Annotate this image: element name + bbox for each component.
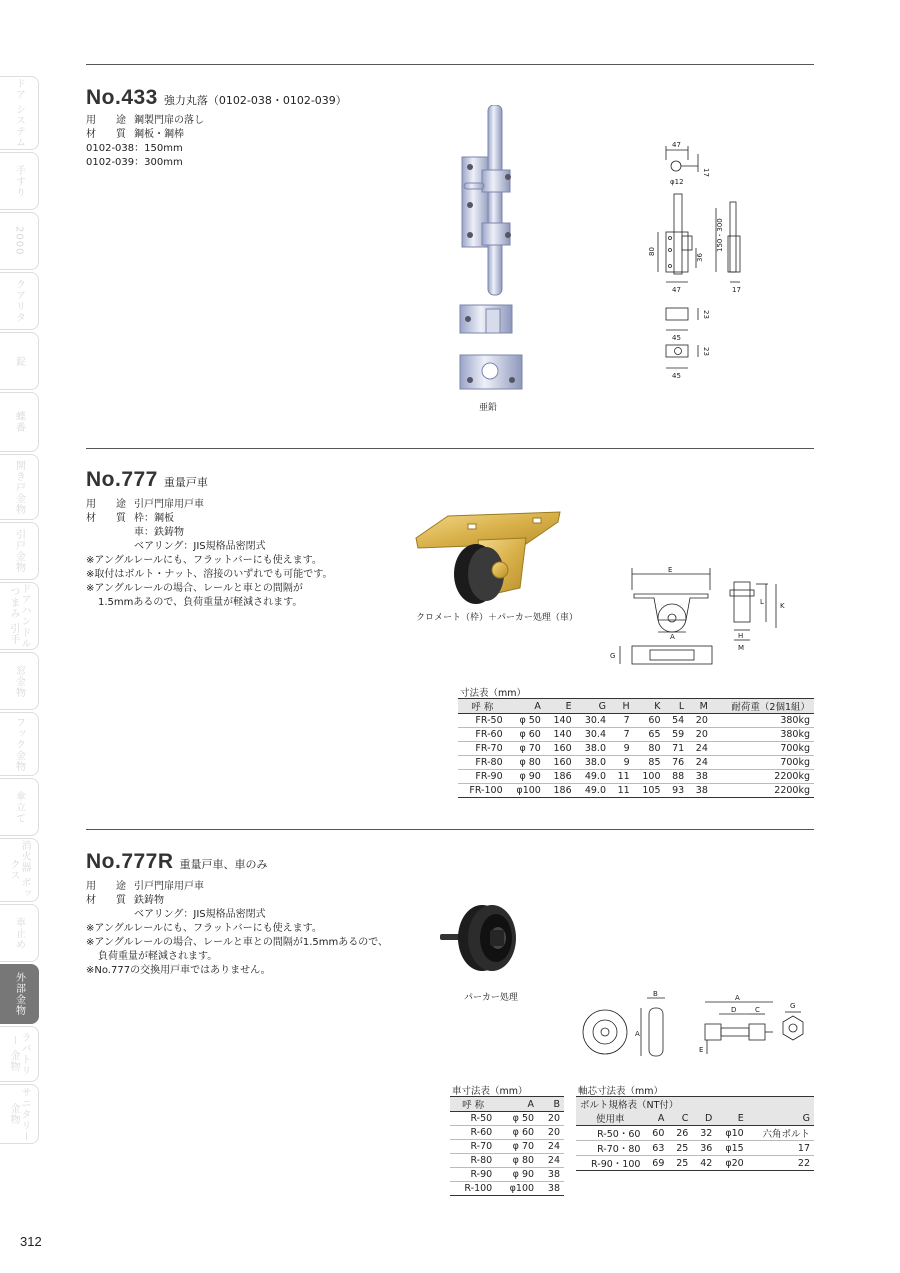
column-header: G [576, 699, 610, 714]
spec-line: 0102-039：300mm [86, 157, 183, 168]
product-heading-777 [86, 468, 208, 492]
table-cell: 38 [688, 770, 712, 784]
page-number: 312 [20, 1234, 42, 1249]
table-cell: 7 [610, 714, 634, 728]
product-heading-777r [86, 850, 268, 874]
table-cell: 186 [545, 770, 576, 784]
table-cell: 105 [634, 784, 665, 798]
spec-value: 引戸門扉用戸車 [134, 881, 204, 892]
wheel-dimension-table [450, 1096, 564, 1196]
side-tab: ドアハンドル つまみ 引手 [0, 582, 39, 650]
table-cell: R-80 [450, 1154, 496, 1168]
side-tab: 傘立て [0, 778, 39, 836]
table-cell: 80 [634, 742, 665, 756]
side-tab: フック金物 [0, 712, 39, 776]
table-row [450, 1154, 564, 1168]
dim-label: L [760, 598, 764, 606]
spec-note: ※アングルレールの場合、レールと車との間隔が1.5mmあるので、 [86, 937, 389, 948]
dim-label: K [780, 602, 785, 610]
table-cell: 24 [688, 756, 712, 770]
table-cell: φ100 [496, 1182, 538, 1196]
side-tab: ドア システム [0, 76, 39, 150]
product-number: No.433 [86, 86, 158, 109]
product-heading-433 [86, 86, 347, 110]
table-cell: 30.4 [576, 714, 610, 728]
column-header: B [538, 1097, 564, 1112]
technical-drawing-777r [575, 990, 815, 1070]
table-cell: R-100 [450, 1182, 496, 1196]
side-tab: 錠 [0, 332, 39, 390]
table-title: 寸法表（mm） [460, 688, 527, 699]
column-header: M [688, 699, 712, 714]
dim-label: 23 [702, 310, 710, 319]
spec-value: 鋼製門扉の落し [134, 115, 204, 126]
product-number: No.777R [86, 850, 174, 873]
table-row [450, 1140, 564, 1154]
table-row [450, 1112, 564, 1126]
spec-value: 鋼板・鋼棒 [134, 129, 184, 140]
table-cell: 76 [665, 756, 689, 770]
spec-key: 材 質 [86, 129, 126, 140]
column-header: A [644, 1111, 668, 1126]
table-cell: R-70・80 [576, 1141, 644, 1156]
side-tab: 外部金物 [0, 964, 39, 1024]
table-row [458, 784, 814, 798]
table-row [576, 1126, 814, 1141]
table-cell: FR-100 [458, 784, 507, 798]
spec-key: 材 質 [86, 895, 126, 906]
side-tab: 消火器 ボックス [0, 838, 39, 902]
spec-key: 用 途 [86, 881, 126, 892]
table-cell: 140 [545, 714, 576, 728]
spec-line: 0102-038：150mm [86, 143, 183, 154]
dim-label: G [790, 1002, 796, 1010]
table-cell: φ 60 [507, 728, 545, 742]
table-cell: 36 [692, 1141, 716, 1156]
dim-label: G [610, 652, 616, 660]
table-cell: R-60 [450, 1126, 496, 1140]
photo-caption: 亜鉛 [479, 403, 498, 413]
spec-key: 用 途 [86, 499, 126, 510]
dim-label: A [635, 1030, 640, 1038]
column-header: E [545, 699, 576, 714]
table-cell: R-90・100 [576, 1156, 644, 1171]
dim-label: 47 [672, 141, 681, 149]
table-cell: 11 [610, 784, 634, 798]
table-cell: 22 [748, 1156, 814, 1171]
side-tab: 手すり [0, 152, 39, 210]
table-row [576, 1156, 814, 1171]
dim-label: A [735, 994, 740, 1002]
column-header: K [634, 699, 665, 714]
table-cell: 11 [610, 770, 634, 784]
table-cell: φ 50 [507, 714, 545, 728]
column-header: 使用車 [576, 1111, 644, 1126]
table-cell: 54 [665, 714, 689, 728]
spec-note: ※アングルレールの場合、レールと車との間隔が [86, 583, 303, 594]
table-cell: 2200kg [712, 770, 814, 784]
table-cell: 49.0 [576, 784, 610, 798]
table-cell: 2200kg [712, 784, 814, 798]
dim-label: D [731, 1006, 737, 1014]
dim-label: 45 [672, 334, 681, 342]
dim-label: C [755, 1006, 760, 1014]
table-cell: 32 [692, 1126, 716, 1141]
product-number: No.777 [86, 468, 158, 491]
dim-label: E [699, 1046, 704, 1054]
dim-label: φ12 [670, 178, 684, 186]
dim-label: 45 [672, 372, 681, 380]
dim-label: 150・300 [716, 218, 724, 252]
product-spec-777r [86, 880, 388, 978]
table-cell: 38.0 [576, 742, 610, 756]
table-row [458, 742, 814, 756]
dim-label: 47 [672, 286, 681, 294]
table-row [450, 1168, 564, 1182]
table-cell: 26 [668, 1126, 692, 1141]
dim-label: 17 [702, 168, 710, 177]
photo-caption: クロメート（枠）＋パーカー処理（車） [416, 613, 578, 623]
table-cell: φ15 [716, 1141, 747, 1156]
column-header: 耐荷重（2個1組） [712, 699, 814, 714]
table-cell: 700kg [712, 756, 814, 770]
section-divider [86, 448, 814, 449]
dim-label: M [738, 644, 745, 652]
table-cell: 25 [668, 1156, 692, 1171]
table-cell: 38.0 [576, 756, 610, 770]
column-header: G [748, 1111, 814, 1126]
side-tab: 蝶番 [0, 392, 39, 452]
table-cell: FR-60 [458, 728, 507, 742]
table-cell: 9 [610, 742, 634, 756]
table-row [450, 1126, 564, 1140]
table-cell: φ 70 [496, 1140, 538, 1154]
table-cell: φ 90 [507, 770, 545, 784]
table-cell: FR-80 [458, 756, 507, 770]
column-header: H [610, 699, 634, 714]
column-header: D [692, 1111, 716, 1126]
table-cell: 140 [545, 728, 576, 742]
table-cell: R-50・60 [576, 1126, 644, 1141]
spec-value: 枠：鋼板 [134, 513, 174, 524]
table-cell: 186 [545, 784, 576, 798]
table-cell: φ 50 [496, 1112, 538, 1126]
table-cell: 7 [610, 728, 634, 742]
photo-caption: パーカー処理 [464, 993, 518, 1003]
table-cell: 160 [545, 756, 576, 770]
technical-drawing-777 [600, 560, 800, 680]
table-cell: 65 [634, 728, 665, 742]
product-spec-777 [86, 498, 332, 610]
table-cell: φ10 [716, 1126, 747, 1141]
table-cell: 88 [665, 770, 689, 784]
table-row [458, 756, 814, 770]
table-cell: 六角ボルト [748, 1126, 814, 1141]
table-cell: φ 70 [507, 742, 545, 756]
technical-drawing-433 [640, 140, 760, 380]
dim-label: B [653, 990, 658, 998]
table-cell: R-90 [450, 1168, 496, 1182]
spec-note: 負荷重量が軽減されます。 [98, 951, 218, 962]
side-tab: 車止め [0, 904, 39, 962]
section-divider [86, 64, 814, 65]
table-cell: 25 [668, 1141, 692, 1156]
side-tab: クアリタ [0, 272, 39, 330]
product-spec-433 [86, 114, 204, 170]
table-subtitle: ボルト規格表（NT付） [576, 1097, 814, 1112]
dim-label: A [670, 633, 675, 641]
side-tab: 引戸金物 [0, 522, 39, 580]
spec-value: 車：鉄鋳物 [134, 527, 184, 538]
table-cell: 60 [634, 714, 665, 728]
table-cell: 24 [538, 1140, 564, 1154]
column-header: L [665, 699, 689, 714]
table-cell: 71 [665, 742, 689, 756]
spec-note: ※アングルレールにも、フラットバーにも使えます。 [86, 555, 322, 566]
table-cell: R-50 [450, 1112, 496, 1126]
table-cell: 59 [665, 728, 689, 742]
dim-label: 23 [702, 347, 710, 356]
column-header: 呼 称 [450, 1097, 496, 1112]
table-cell: 49.0 [576, 770, 610, 784]
table-row [458, 728, 814, 742]
table-row [458, 770, 814, 784]
spec-note: ※アングルレールにも、フラットバーにも使えます。 [86, 923, 322, 934]
column-header: A [507, 699, 545, 714]
spec-note: ※取付はボルト・ナット、溶接のいずれでも可能です。 [86, 569, 333, 580]
column-header: C [668, 1111, 692, 1126]
column-header: 呼 称 [458, 699, 507, 714]
table-cell: 20 [688, 728, 712, 742]
column-header: E [716, 1111, 747, 1126]
product-title: 重量戸車 [163, 476, 208, 489]
table-cell: 63 [644, 1141, 668, 1156]
product-photo-777 [408, 508, 568, 608]
table-cell: R-70 [450, 1140, 496, 1154]
side-tab: ラバトリー 金物 [0, 1026, 39, 1082]
table-cell: φ20 [716, 1156, 747, 1171]
table-cell: φ 90 [496, 1168, 538, 1182]
table-cell: FR-50 [458, 714, 507, 728]
table-cell: 24 [538, 1154, 564, 1168]
table-cell: φ 80 [496, 1154, 538, 1168]
table-cell: 38 [538, 1182, 564, 1196]
table-cell: 93 [665, 784, 689, 798]
table-cell: 100 [634, 770, 665, 784]
spec-value: ベアリング：JIS規格品密閉式 [134, 541, 266, 552]
table-cell: 38 [688, 784, 712, 798]
table-cell: 85 [634, 756, 665, 770]
section-divider [86, 829, 814, 830]
table-cell: 20 [688, 714, 712, 728]
dim-label: H [738, 632, 744, 640]
spec-note: 1.5mmあるので、負荷重量が軽減されます。 [98, 597, 303, 608]
table-title: 車寸法表（mm） [452, 1086, 528, 1097]
column-header: A [496, 1097, 538, 1112]
table-cell: 380kg [712, 728, 814, 742]
spec-value: ベアリング：JIS規格品密閉式 [134, 909, 266, 920]
table-cell: FR-90 [458, 770, 507, 784]
axle-dimension-table [576, 1096, 814, 1171]
spec-value: 引戸門扉用戸車 [134, 499, 204, 510]
table-cell: 30.4 [576, 728, 610, 742]
dim-label: 36 [696, 253, 704, 262]
spec-key: 材 質 [86, 513, 126, 524]
table-cell: 69 [644, 1156, 668, 1171]
side-tab: サニタリー 金物 [0, 1084, 39, 1144]
table-cell: φ 80 [507, 756, 545, 770]
table-title: 軸芯寸法表（mm） [578, 1086, 664, 1097]
table-cell: 42 [692, 1156, 716, 1171]
side-tab: 開き戸金物 [0, 454, 39, 520]
table-cell: 20 [538, 1112, 564, 1126]
table-cell: FR-70 [458, 742, 507, 756]
product-photo-777r [438, 900, 538, 984]
spec-note: ※No.777の交換用戸車ではありません。 [86, 965, 271, 976]
dimension-table-777 [458, 698, 814, 798]
dim-label: 80 [648, 247, 656, 256]
product-title: 強力丸落（0102-038・0102-039） [163, 94, 347, 107]
spec-value: 鉄鋳物 [134, 895, 164, 906]
table-cell: 20 [538, 1126, 564, 1140]
table-cell: φ100 [507, 784, 545, 798]
dim-label: 17 [732, 286, 741, 294]
table-cell: 380kg [712, 714, 814, 728]
table-cell: φ 60 [496, 1126, 538, 1140]
table-row [458, 714, 814, 728]
product-photo-433 [450, 105, 530, 395]
spec-key: 用 途 [86, 115, 126, 126]
table-cell: 38 [538, 1168, 564, 1182]
table-cell: 60 [644, 1126, 668, 1141]
table-cell: 160 [545, 742, 576, 756]
product-title: 重量戸車、車のみ [179, 858, 268, 871]
table-row [450, 1182, 564, 1196]
side-tab: 窓金物 [0, 652, 39, 710]
table-cell: 17 [748, 1141, 814, 1156]
table-cell: 24 [688, 742, 712, 756]
table-row [576, 1141, 814, 1156]
dim-label: E [668, 566, 673, 574]
table-cell: 700kg [712, 742, 814, 756]
table-cell: 9 [610, 756, 634, 770]
side-tab: 2000 [0, 212, 39, 270]
